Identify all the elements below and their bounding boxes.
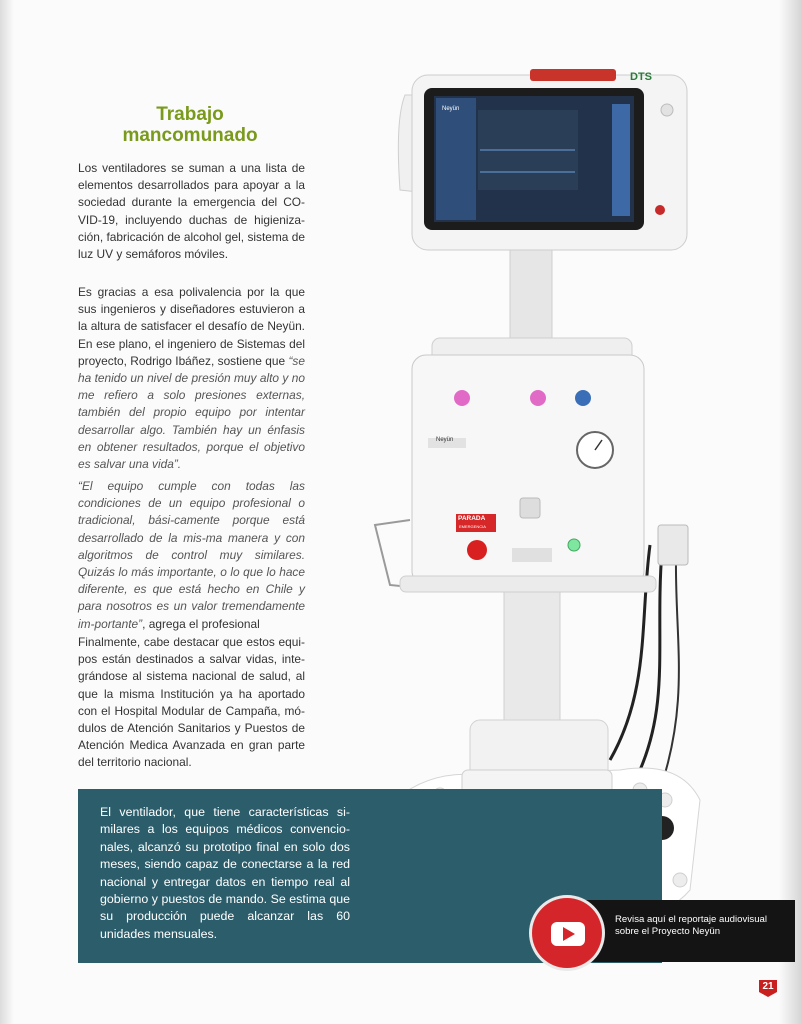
article-paragraph-1: Los ventiladores se suman a una lista de elementos desarrollados para apoyar a la sociedad durante la emergencia del CO-VID-19, incluyendo duchas de higieniza-ción, fabricación de alcohol gel, sistema de luz UV y semáforos móviles. <box>78 161 305 262</box>
article-paragraph-3 <box>78 478 305 633</box>
article-paragraph-2 <box>78 284 305 473</box>
page-number: 21 <box>762 981 774 992</box>
article-title <box>100 104 280 146</box>
video-link-text[interactable]: Revisa aquí el reportaje audiovisual sobre el Proyecto Neyün <box>615 914 767 937</box>
screen-brand-label: Neyün <box>442 106 460 112</box>
monitor-brand-logo: DTS <box>630 71 652 83</box>
callout-text: El ventilador, que tiene características si-milares a los equipos médicos convencio-nales, alcanzó su prototipo final en solo dos meses, siendo capaz de conectarse a la red nacional y entregar datos en tiempo real al gobierno y puestos de mando. Se estima que su producción puede alcanzar las 60 unidades mensuales. <box>100 805 350 941</box>
paragraph-2-text: Es gracias a esa polivalencia por la que sus ingenieros y diseñadores estuvieron a la altura de satisfacer el desafío de Neyün. En ese plano, el ingeniero de Sistemas del proyecto, Rodrigo Ibáñez, sostiene que <box>78 285 305 368</box>
panel-brand-label: Neyün <box>436 437 454 443</box>
article-title-line2: mancomunado <box>122 125 258 146</box>
paragraph-3-quote: “El equipo cumple con todas las condiciones de un equipo profesional o tradicional, bási-camente porque está desarrollado de la mis-ma manera y con algoritmos de control muy similares. Quizás lo más importante, o lo que lo hace diferente, es que está hecho en Chile y para nosotros es un valor tremendamente im-portante” <box>78 479 305 631</box>
play-triangle-icon <box>563 927 575 941</box>
paragraph-3-text: , agrega el profesional <box>142 616 260 631</box>
emergency-stop-label: PARADA <box>458 515 486 522</box>
article-paragraph-4: Finalmente, cabe destacar que estos equi-pos están destinados a salvar vidas, inte-grándose al sistema nacional de salud, al que la misma Institución ya ha aportado con el Hospital Modular de Campaña, mó-dulos de Atención Sanitarios y Puestos de Atención Medica Avanzada en gran parte del territorio nacional. <box>78 635 305 770</box>
paragraph-2-quote: “se ha tenido un nivel de presión muy alto y no me refiero a solo presiones externas, también del propio equipo por intentar desarrollar algo. También hay un énfasis en obtener resultados, porque el objetivo es salvar una vida”. <box>78 353 305 472</box>
article-title-line1: Trabajo <box>156 104 224 125</box>
emergency-stop-sublabel: EMERGENCIA <box>459 524 486 529</box>
